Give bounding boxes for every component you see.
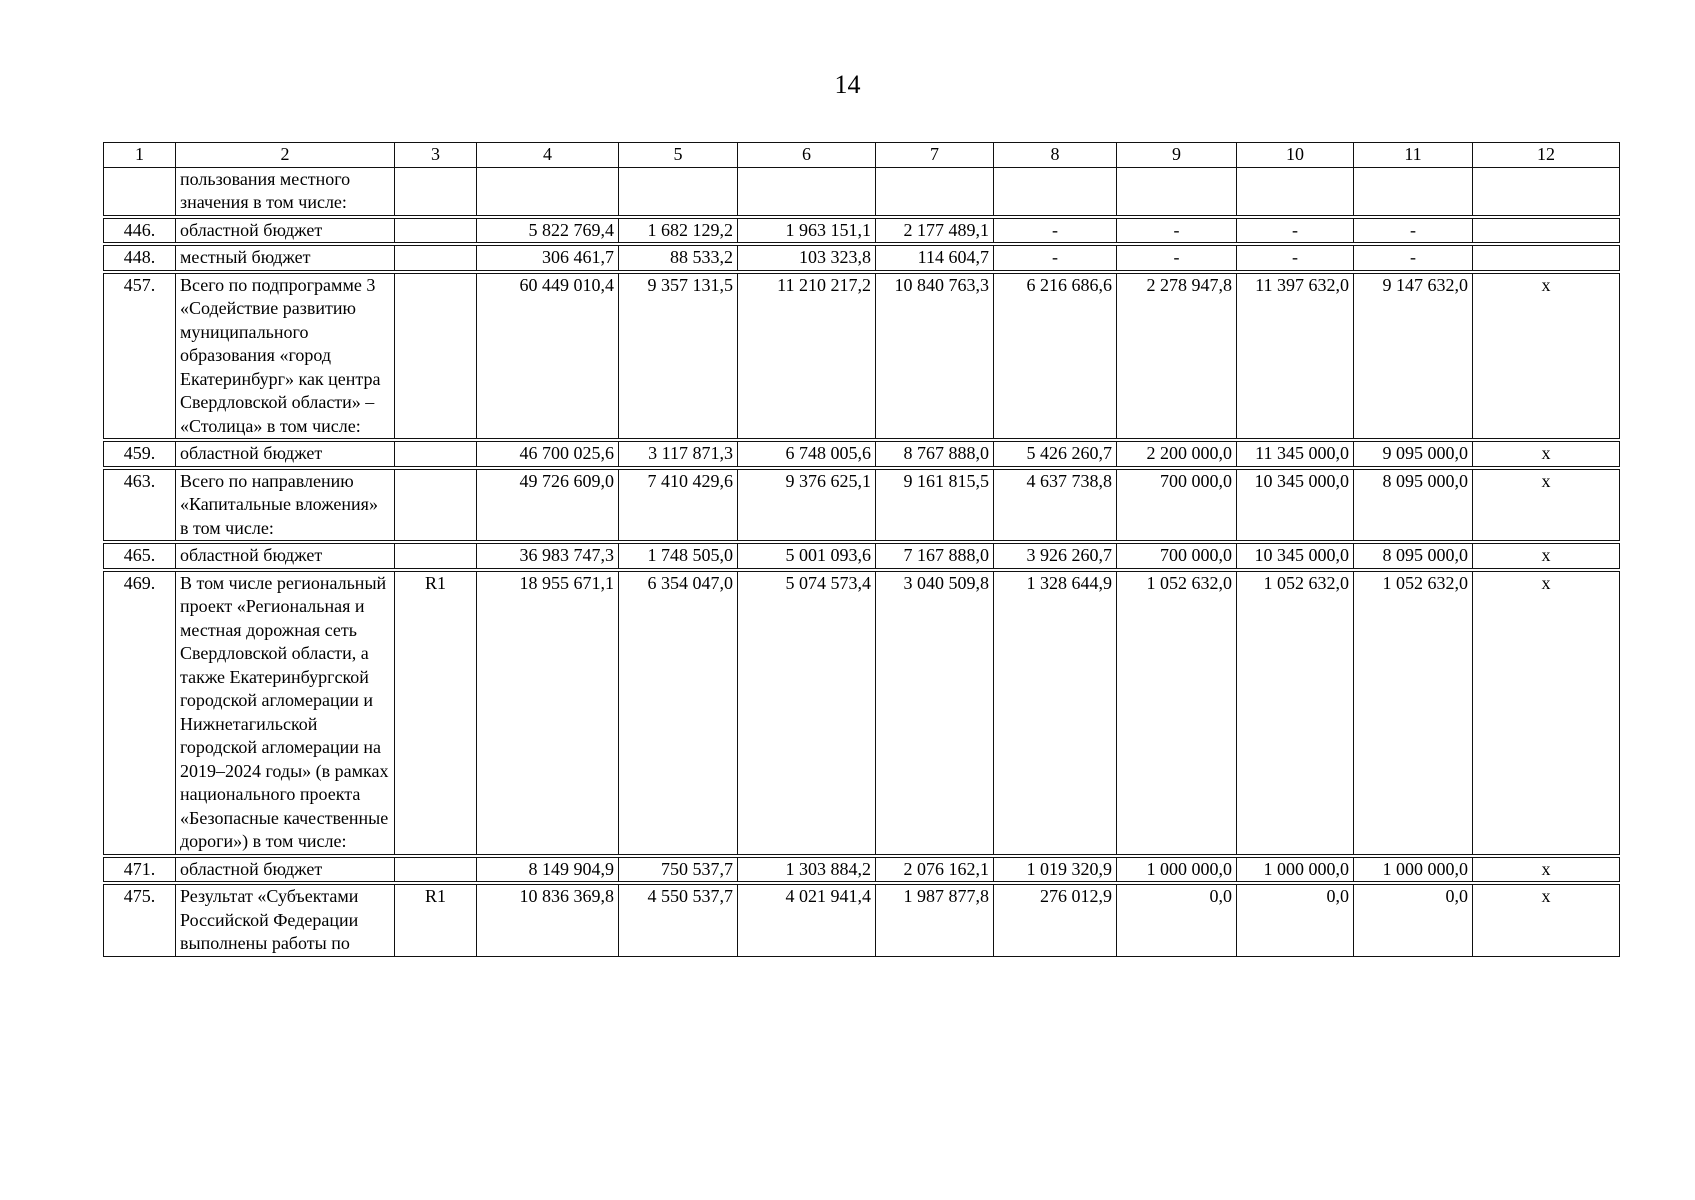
table-cell	[738, 167, 876, 217]
table-cell: 4 021 941,4	[738, 883, 876, 956]
table-cell: 2 200 000,0	[1117, 440, 1237, 468]
row-number-cell: 475.	[104, 883, 176, 956]
table-cell: R1	[395, 570, 477, 856]
table-cell: 10 345 000,0	[1237, 468, 1354, 543]
table-cell	[395, 542, 477, 570]
table-cell: 18 955 671,1	[477, 570, 619, 856]
table-cell	[395, 468, 477, 543]
row-number-cell: 448.	[104, 244, 176, 272]
table-cell: 6 216 686,6	[994, 272, 1117, 441]
table-cell: -	[1117, 244, 1237, 272]
column-header: 1	[104, 143, 176, 168]
column-header: 10	[1237, 143, 1354, 168]
table-cell: 36 983 747,3	[477, 542, 619, 570]
table-cell: 2 278 947,8	[1117, 272, 1237, 441]
table-cell: 9 161 815,5	[876, 468, 994, 543]
row-number-cell	[104, 167, 176, 217]
row-name-cell: В том числе региональный проект «Региональная и местная дорожная сеть Свердловской области, а также Екатеринбургской городской агломерации и Нижнетагильской городской агломерации на 2019–2024 годы» (в рамках национального проекта «Безопасные качественные дороги») в том числе:	[176, 570, 395, 856]
table-cell	[395, 440, 477, 468]
table-cell: 4 637 738,8	[994, 468, 1117, 543]
table-cell: 1 000 000,0	[1117, 856, 1237, 884]
table-cell	[1237, 167, 1354, 217]
table-cell: 1 052 632,0	[1354, 570, 1473, 856]
table-cell: 7 410 429,6	[619, 468, 738, 543]
table-cell: 8 149 904,9	[477, 856, 619, 884]
row-number-cell: 465.	[104, 542, 176, 570]
table-cell: 7 167 888,0	[876, 542, 994, 570]
table-cell: 10 836 369,8	[477, 883, 619, 956]
table-cell: 3 117 871,3	[619, 440, 738, 468]
table-cell	[395, 217, 477, 245]
table-cell: -	[1354, 217, 1473, 245]
table-cell	[994, 167, 1117, 217]
row-number-cell: 457.	[104, 272, 176, 441]
table-cell: -	[1237, 244, 1354, 272]
table-cell: 0,0	[1117, 883, 1237, 956]
table-row	[104, 542, 1620, 570]
row-number-cell: 459.	[104, 440, 176, 468]
table-cell: -	[994, 217, 1117, 245]
table-cell: 1 303 884,2	[738, 856, 876, 884]
table-cell: 5 001 093,6	[738, 542, 876, 570]
row-name-cell: областной бюджет	[176, 440, 395, 468]
row-name-cell: Результат «Субъектами Российской Федерации выполнены работы по	[176, 883, 395, 956]
table-cell: x	[1473, 883, 1620, 956]
table-header-row	[104, 143, 1620, 168]
table-cell	[876, 167, 994, 217]
row-number-cell: 463.	[104, 468, 176, 543]
table-cell: 306 461,7	[477, 244, 619, 272]
table-cell: 103 323,8	[738, 244, 876, 272]
table-cell: 1 682 129,2	[619, 217, 738, 245]
table-cell: 10 840 763,3	[876, 272, 994, 441]
table-cell: 9 376 625,1	[738, 468, 876, 543]
table-cell	[1117, 167, 1237, 217]
row-number-cell: 446.	[104, 217, 176, 245]
column-header: 6	[738, 143, 876, 168]
row-number-cell: 469.	[104, 570, 176, 856]
table-cell: 11 345 000,0	[1237, 440, 1354, 468]
table-cell: x	[1473, 272, 1620, 441]
table-cell: 3 040 509,8	[876, 570, 994, 856]
table-cell	[395, 856, 477, 884]
table-cell: 8 095 000,0	[1354, 542, 1473, 570]
table-cell: 1 052 632,0	[1237, 570, 1354, 856]
table-cell: x	[1473, 570, 1620, 856]
column-header: 8	[994, 143, 1117, 168]
table-cell: 1 963 151,1	[738, 217, 876, 245]
row-name-cell: областной бюджет	[176, 542, 395, 570]
table-cell: 6 748 005,6	[738, 440, 876, 468]
table-cell	[395, 244, 477, 272]
table-cell: 1 000 000,0	[1354, 856, 1473, 884]
table-cell: 46 700 025,6	[477, 440, 619, 468]
table-cell	[1473, 244, 1620, 272]
table-cell: R1	[395, 883, 477, 956]
table-cell: 1 052 632,0	[1117, 570, 1237, 856]
table-row	[104, 272, 1620, 441]
table-cell: 8 095 000,0	[1354, 468, 1473, 543]
table-cell: 1 000 000,0	[1237, 856, 1354, 884]
table-cell: 3 926 260,7	[994, 542, 1117, 570]
table-cell	[395, 272, 477, 441]
table-row	[104, 856, 1620, 884]
column-header: 2	[176, 143, 395, 168]
table-row	[104, 570, 1620, 856]
column-header: 4	[477, 143, 619, 168]
table-row	[104, 468, 1620, 543]
table-cell: 2 076 162,1	[876, 856, 994, 884]
row-number-cell: 471.	[104, 856, 176, 884]
table-cell: 1 748 505,0	[619, 542, 738, 570]
table-cell: 700 000,0	[1117, 542, 1237, 570]
table-row	[104, 244, 1620, 272]
table-cell: -	[994, 244, 1117, 272]
column-header: 12	[1473, 143, 1620, 168]
row-name-cell: пользования местного значения в том числе:	[176, 167, 395, 217]
table-cell: -	[1117, 217, 1237, 245]
column-header: 11	[1354, 143, 1473, 168]
table-cell: 5 074 573,4	[738, 570, 876, 856]
column-header: 5	[619, 143, 738, 168]
table-cell: 9 357 131,5	[619, 272, 738, 441]
table-row	[104, 167, 1620, 217]
row-name-cell: областной бюджет	[176, 856, 395, 884]
table-cell: 2 177 489,1	[876, 217, 994, 245]
table-cell	[395, 167, 477, 217]
column-header: 7	[876, 143, 994, 168]
table-cell: 4 550 537,7	[619, 883, 738, 956]
page-number: 14	[834, 70, 861, 99]
table-cell: x	[1473, 468, 1620, 543]
table-cell: 114 604,7	[876, 244, 994, 272]
table-cell: -	[1354, 244, 1473, 272]
table-cell	[477, 167, 619, 217]
row-name-cell: местный бюджет	[176, 244, 395, 272]
table-cell	[619, 167, 738, 217]
row-name-cell: областной бюджет	[176, 217, 395, 245]
table-cell: 700 000,0	[1117, 468, 1237, 543]
table-cell: 1 019 320,9	[994, 856, 1117, 884]
table-cell: x	[1473, 856, 1620, 884]
table-cell: 5 822 769,4	[477, 217, 619, 245]
table-cell: 0,0	[1354, 883, 1473, 956]
row-name-cell: Всего по подпрограмме 3 «Содействие развитию муниципального образования «город Екатеринбург» как центра Свердловской области» – «Столица» в том числе:	[176, 272, 395, 441]
table-cell: 5 426 260,7	[994, 440, 1117, 468]
table-cell: 49 726 609,0	[477, 468, 619, 543]
table-cell: x	[1473, 440, 1620, 468]
table-cell: -	[1237, 217, 1354, 245]
table-cell: 6 354 047,0	[619, 570, 738, 856]
table-cell: 750 537,7	[619, 856, 738, 884]
table-cell: 1 987 877,8	[876, 883, 994, 956]
table-cell	[1473, 167, 1620, 217]
table-cell: x	[1473, 542, 1620, 570]
table-cell: 10 345 000,0	[1237, 542, 1354, 570]
table-cell	[1354, 167, 1473, 217]
table-row	[104, 217, 1620, 245]
table-cell: 1 328 644,9	[994, 570, 1117, 856]
row-name-cell: Всего по направлению «Капитальные вложения» в том числе:	[176, 468, 395, 543]
table-cell: 8 767 888,0	[876, 440, 994, 468]
table-row	[104, 440, 1620, 468]
table-cell	[1473, 217, 1620, 245]
table-cell: 60 449 010,4	[477, 272, 619, 441]
table-cell: 276 012,9	[994, 883, 1117, 956]
table-cell: 11 397 632,0	[1237, 272, 1354, 441]
budget-table	[103, 142, 1620, 957]
table-cell: 0,0	[1237, 883, 1354, 956]
table-row	[104, 883, 1620, 956]
column-header: 3	[395, 143, 477, 168]
column-header: 9	[1117, 143, 1237, 168]
table-cell: 11 210 217,2	[738, 272, 876, 441]
table-cell: 9 095 000,0	[1354, 440, 1473, 468]
table-cell: 88 533,2	[619, 244, 738, 272]
table-cell: 9 147 632,0	[1354, 272, 1473, 441]
